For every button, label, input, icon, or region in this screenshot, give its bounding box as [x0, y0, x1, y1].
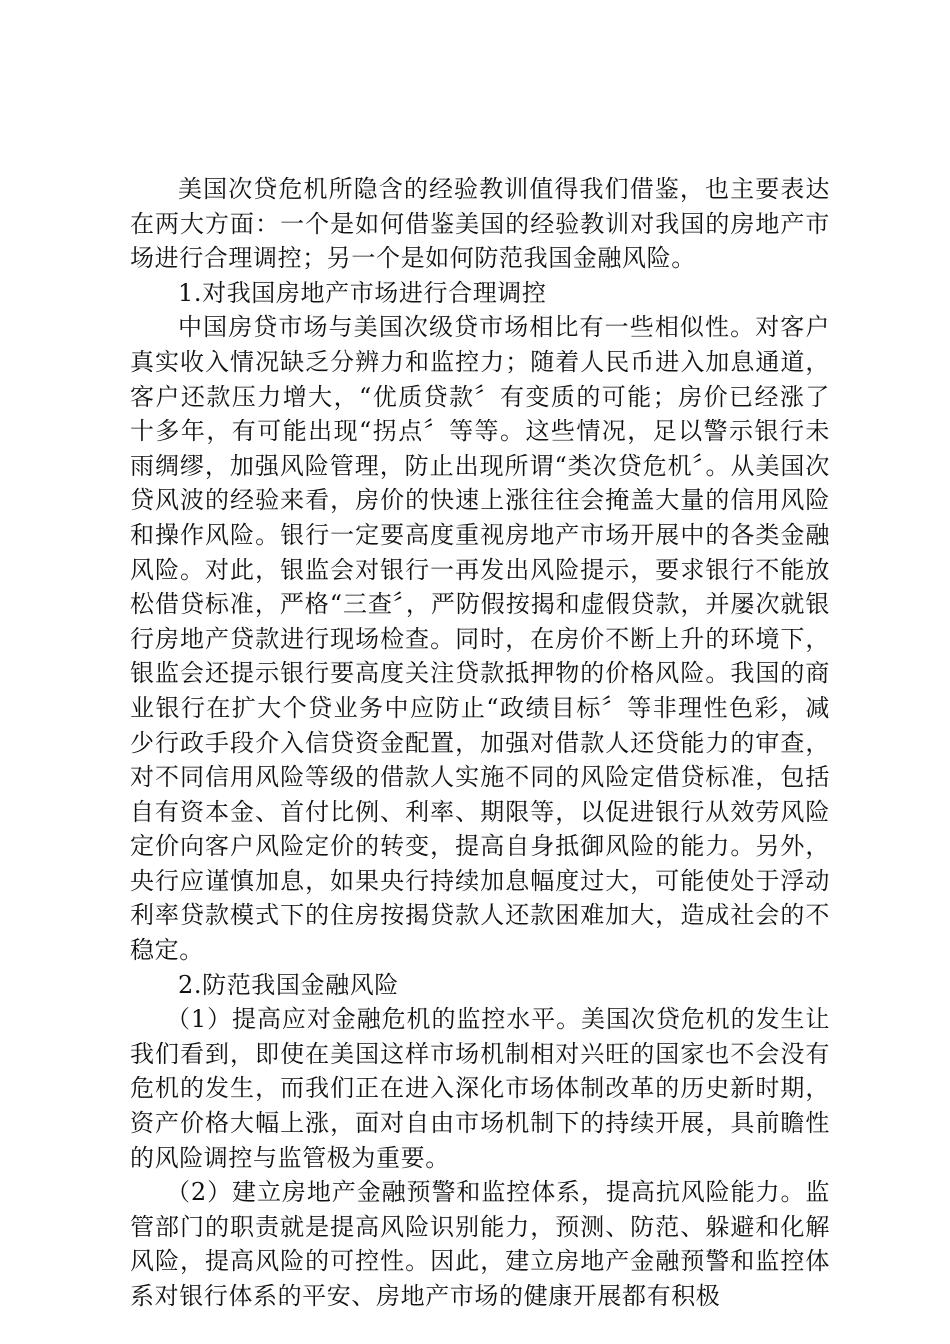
section-heading-2: 2.防范我国金融风险 [178, 970, 399, 999]
intro-paragraph: 美国次贷危机所隐含的经验教训值得我们借鉴，也主要表达在两大方面：一个是如何借鉴美国的经验教训对我国的房地产市场进行合理调控；另一个是如何防范我国金融风险。 [130, 175, 830, 273]
document-body [130, 172, 830, 1314]
body-paragraph-2: （1）提高应对金融危机的监控水平。美国次贷危机的发生让我们看到，即使在美国这样市场机制相对兴旺的国家也不会没有危机的发生，而我们正在进入深化市场体制改革的历史新时期，资产价格大幅上涨，面对自由市场机制下的持续开展，具前瞻性的风险调控与监管极为重要。 [130, 1005, 830, 1172]
section-heading-1: 1.对我国房地产市场进行合理调控 [178, 278, 547, 307]
body-paragraph-3: （2）建立房地产金融预警和监控体系，提高抗风险能力。监管部门的职责就是提高风险识别能力，预测、防范、躲避和化解风险，提高风险的可控性。因此，建立房地产金融预警和监控体系对银行体系的平安、房地产市场的健康开展都有积极 [130, 1178, 830, 1310]
body-paragraph-1: 中国房贷市场与美国次级贷市场相比有一些相似性。对客户真实收入情况缺乏分辨力和监控力；随着人民币进入加息通道，客户还款压力增大，“优质贷款〞有变质的可能；房价已经涨了十多年，有可能出现“拐点〞等等。这些情况，足以警示银行未雨绸缪，加强风险管理，防止出现所谓“类次贷危机〞。从美国次贷风波的经验来看，房价的快速上涨往往会掩盖大量的信用风险和操作风险。银行一定要高度重视房地产市场开展中的各类金融风险。对此，银监会对银行一再发出风险提示，要求银行不能放松借贷标准，严格“三查〞，严防假按揭和虚假贷款，并屡次就银行房地产贷款进行现场检查。同时，在房价不断上升的环境下，银监会还提示银行要高度关注贷款抵押物的价格风险。我国的商业银行在扩大个贷业务中应防止“政绩目标〞等非理性色彩，减少行政手段介入信贷资金配置，加强对借款人还贷能力的审查，对不同信用风险等级的借款人实施不同的风险定借贷标准，包括自有资本金、首付比例、利率、期限等，以促进银行从效劳风险定价向客户风险定价的转变，提高自身抵御风险的能力。另外，央行应谨慎加息，如果央行持续加息幅度过大，可能使处于浮动利率贷款模式下的住房按揭贷款人还款困难加大，造成社会的不稳定。 [130, 313, 830, 965]
